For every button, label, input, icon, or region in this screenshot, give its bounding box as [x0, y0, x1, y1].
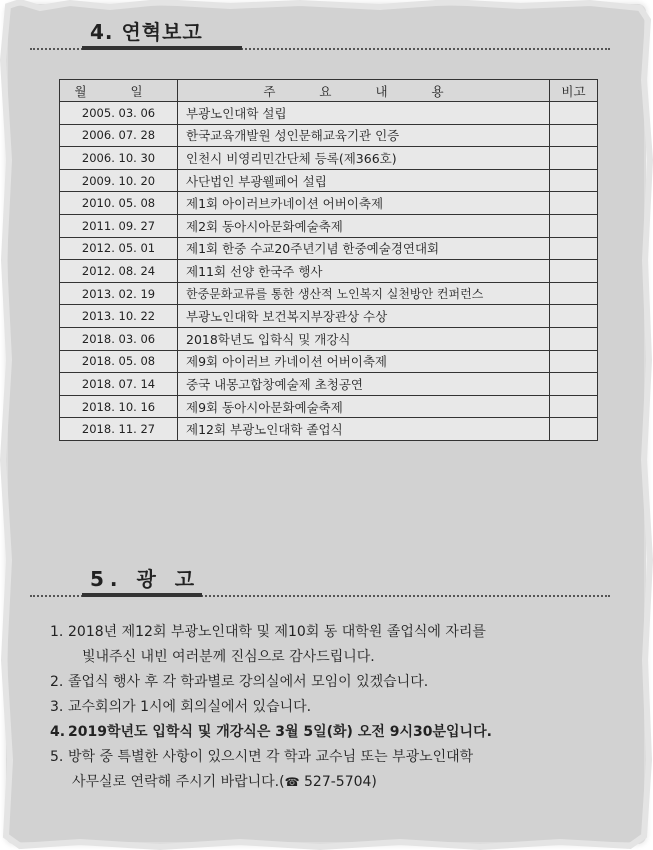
- row-date: 2018. 07. 14: [60, 373, 178, 396]
- row-note: [550, 102, 598, 125]
- notice-list: [50, 620, 610, 795]
- notice-item: [50, 745, 610, 795]
- notice-item: [50, 620, 610, 670]
- row-note: [550, 305, 598, 328]
- row-note: [550, 350, 598, 373]
- notice-number: 2.: [50, 674, 64, 690]
- section-4-header: [30, 18, 610, 50]
- row-note: [550, 327, 598, 350]
- notice-line: 빛내주신 내빈 여러분께 진심으로 감사드립니다.: [82, 649, 375, 665]
- table-row: [60, 260, 598, 283]
- row-content: 제11회 선양 한국주 행사: [178, 260, 550, 283]
- row-date: 2012. 05. 01: [60, 237, 178, 260]
- row-date: 2011. 09. 27: [60, 214, 178, 237]
- table-row: [60, 305, 598, 328]
- section-5-title: 5. 광 고: [90, 567, 201, 591]
- notice-number: 3.: [50, 699, 64, 715]
- table-row: [60, 350, 598, 373]
- row-content: 한중문화교류를 통한 생산적 노인복지 실천방안 컨퍼런스: [178, 282, 550, 305]
- header-note: 비고: [550, 80, 598, 102]
- notice-item: [50, 695, 610, 720]
- row-content: 제12회 부광노인대학 졸업식: [178, 418, 550, 441]
- row-content: 중국 내몽고합창예술제 초청공연: [178, 373, 550, 396]
- row-date: 2005. 03. 06: [60, 102, 178, 125]
- row-date: 2018. 11. 27: [60, 418, 178, 441]
- table-row: [60, 102, 598, 125]
- row-note: [550, 418, 598, 441]
- row-date: 2009. 10. 20: [60, 169, 178, 192]
- section-5-header: [30, 565, 610, 597]
- header-content: 주 요 내 용: [178, 80, 550, 102]
- row-content: 인천시 비영리민간단체 등록(제366호): [178, 147, 550, 170]
- notice-number: 1.: [50, 624, 64, 640]
- notice-number: 5.: [50, 749, 64, 765]
- table-row: [60, 327, 598, 350]
- table-row: [60, 237, 598, 260]
- table-row: [60, 282, 598, 305]
- notice-line: 2019학년도 입학식 및 개강식은 3월 5일(화) 오전 9시30분입니다.: [68, 724, 492, 740]
- table-row: [60, 418, 598, 441]
- row-content: 제1회 한중 수교20주년기념 한중예술경연대회: [178, 237, 550, 260]
- row-date: 2013. 02. 19: [60, 282, 178, 305]
- row-date: 2010. 05. 08: [60, 192, 178, 215]
- row-note: [550, 282, 598, 305]
- row-date: 2006. 10. 30: [60, 147, 178, 170]
- row-content: 제9회 아이러브 카네이션 어버이축제: [178, 350, 550, 373]
- row-content: 부광노인대학 보건복지부장관상 수상: [178, 305, 550, 328]
- row-content: 사단법인 부광웰페어 설립: [178, 169, 550, 192]
- notice-line: 졸업식 행사 후 각 학과별로 강의실에서 모임이 있겠습니다.: [68, 674, 429, 690]
- row-content: 한국교육개발원 성인문해교육기관 인증: [178, 124, 550, 147]
- section-5-underline: [82, 593, 202, 597]
- notice-line: 사무실로 연락해 주시기 바랍니다.(: [72, 774, 285, 790]
- row-content: 2018학년도 입학식 및 개강식: [178, 327, 550, 350]
- row-content: 제1회 아이러브카네이션 어버이축제: [178, 192, 550, 215]
- table-row: [60, 147, 598, 170]
- row-date: 2012. 08. 24: [60, 260, 178, 283]
- row-date: 2018. 05. 08: [60, 350, 178, 373]
- table-row: [60, 192, 598, 215]
- notice-line-with-phone: [68, 770, 610, 795]
- notice-number: 4.: [50, 724, 66, 740]
- table-row: [60, 395, 598, 418]
- row-date: 2013. 10. 22: [60, 305, 178, 328]
- table-row: [60, 214, 598, 237]
- notice-item: [50, 670, 610, 695]
- table-row: [60, 124, 598, 147]
- telephone-icon: ☎: [284, 775, 300, 789]
- notice-line: 방학 중 특별한 사항이 있으시면 각 학과 교수님 또는 부광노인대학: [68, 749, 474, 765]
- section-4-title: 4. 연혁보고: [90, 20, 203, 44]
- notice-line: 2018년 제12회 부광노인대학 및 제10회 동 대학원 졸업식에 자리를: [68, 624, 486, 640]
- table-row: [60, 169, 598, 192]
- history-table: [59, 79, 598, 441]
- section-4-underline: [82, 46, 242, 50]
- notice-item: [50, 720, 610, 745]
- table-row: [60, 373, 598, 396]
- row-note: [550, 373, 598, 396]
- row-date: 2018. 03. 06: [60, 327, 178, 350]
- notice-line: 교수회의가 1시에 회의실에서 있습니다.: [68, 699, 312, 715]
- row-content: 부광노인대학 설립: [178, 102, 550, 125]
- row-note: [550, 147, 598, 170]
- row-note: [550, 169, 598, 192]
- row-note: [550, 237, 598, 260]
- phone-number: 527-5704): [304, 774, 377, 790]
- row-date: 2006. 07. 28: [60, 124, 178, 147]
- row-date: 2018. 10. 16: [60, 395, 178, 418]
- row-note: [550, 124, 598, 147]
- row-note: [550, 214, 598, 237]
- row-content: 제2회 동아시아문화예술축제: [178, 214, 550, 237]
- row-note: [550, 192, 598, 215]
- row-note: [550, 260, 598, 283]
- row-note: [550, 395, 598, 418]
- row-content: 제9회 동아시아문화예술축제: [178, 395, 550, 418]
- header-date: 월 일: [60, 80, 178, 102]
- history-header-row: [60, 80, 598, 102]
